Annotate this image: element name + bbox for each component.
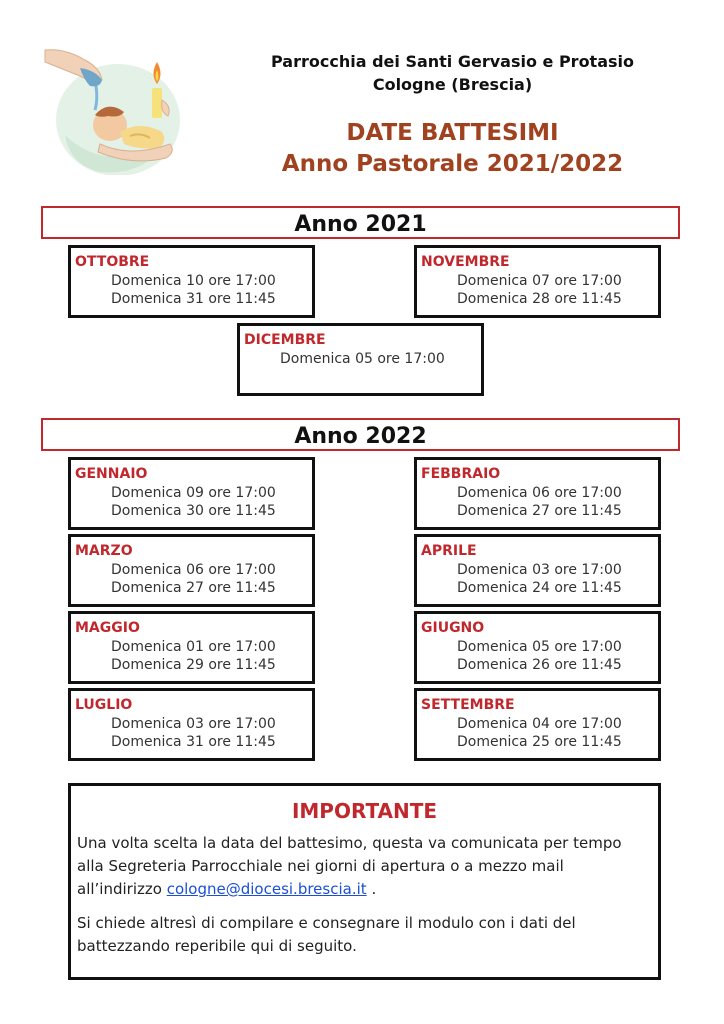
month-name: MARZO — [75, 543, 133, 559]
month-box-marzo — [68, 534, 315, 607]
date-line: Domenica 07 ore 17:00 — [457, 273, 622, 289]
date-line: Domenica 29 ore 11:45 — [111, 657, 276, 673]
month-name: OTTOBRE — [75, 254, 150, 270]
month-name: FEBBRAIO — [421, 466, 501, 482]
month-name: GENNAIO — [75, 466, 148, 482]
date-line: Domenica 26 ore 11:45 — [457, 657, 622, 673]
notice-paragraph — [77, 832, 652, 901]
parish-name: Parrocchia dei Santi Gervasio e Protasio — [271, 52, 634, 71]
month-box-luglio — [68, 688, 315, 761]
date-line: Domenica 04 ore 17:00 — [457, 716, 622, 732]
month-box-aprile — [414, 534, 661, 607]
month-name: DICEMBRE — [244, 332, 326, 348]
date-line: Domenica 31 ore 11:45 — [111, 734, 276, 750]
month-box-maggio — [68, 611, 315, 684]
month-name: LUGLIO — [75, 697, 133, 713]
month-box-settembre — [414, 688, 661, 761]
email-link[interactable]: cologne@diocesi.brescia.it — [166, 880, 367, 898]
notice-text: Una volta scelta la data del battesimo, questa va comunicata per tempo alla Segreteria Parrocchiale nei giorni di apertura o a mezzo mail all’indirizzo — [77, 834, 622, 898]
month-box-ottobre — [68, 245, 315, 318]
date-line: Domenica 24 ore 11:45 — [457, 580, 622, 596]
year-2022-heading: Anno 2022 — [41, 418, 680, 451]
form-paragraph: Si chiede altresì di compilare e consegnare il modulo con i dati del battezzando reperibile qui di seguito. — [77, 914, 576, 955]
date-line: Domenica 03 ore 17:00 — [111, 716, 276, 732]
month-name: NOVEMBRE — [421, 254, 510, 270]
date-line: Domenica 31 ore 11:45 — [111, 291, 276, 307]
date-line: Domenica 10 ore 17:00 — [111, 273, 276, 289]
parish-header — [215, 50, 690, 96]
month-name: APRILE — [421, 543, 477, 559]
date-line: Domenica 25 ore 11:45 — [457, 734, 622, 750]
date-line: Domenica 06 ore 17:00 — [111, 562, 276, 578]
date-line: Domenica 01 ore 17:00 — [111, 639, 276, 655]
date-line: Domenica 03 ore 17:00 — [457, 562, 622, 578]
notice-text-end: . — [371, 880, 377, 898]
baptism-illustration — [40, 40, 198, 175]
document-title: DATE BATTESIMI — [346, 120, 559, 146]
month-box-gennaio — [68, 457, 315, 530]
date-line: Domenica 27 ore 11:45 — [457, 503, 622, 519]
month-name: SETTEMBRE — [421, 697, 515, 713]
month-box-febbraio — [414, 457, 661, 530]
date-line: Domenica 30 ore 11:45 — [111, 503, 276, 519]
date-line: Domenica 05 ore 17:00 — [280, 351, 445, 367]
important-notice — [68, 783, 661, 980]
month-name: MAGGIO — [75, 620, 140, 636]
date-line: Domenica 05 ore 17:00 — [457, 639, 622, 655]
year-2021-heading: Anno 2021 — [41, 206, 680, 239]
month-box-giugno — [414, 611, 661, 684]
document-subtitle: Anno Pastorale 2021/2022 — [281, 151, 624, 177]
parish-place: Cologne (Brescia) — [372, 75, 533, 94]
important-title: IMPORTANTE — [291, 799, 438, 823]
month-box-dicembre — [237, 323, 484, 396]
date-line: Domenica 06 ore 17:00 — [457, 485, 622, 501]
date-line: Domenica 28 ore 11:45 — [457, 291, 622, 307]
month-box-novembre — [414, 245, 661, 318]
date-line: Domenica 27 ore 11:45 — [111, 580, 276, 596]
document-titles — [215, 118, 690, 180]
date-line: Domenica 09 ore 17:00 — [111, 485, 276, 501]
month-name: GIUGNO — [421, 620, 485, 636]
